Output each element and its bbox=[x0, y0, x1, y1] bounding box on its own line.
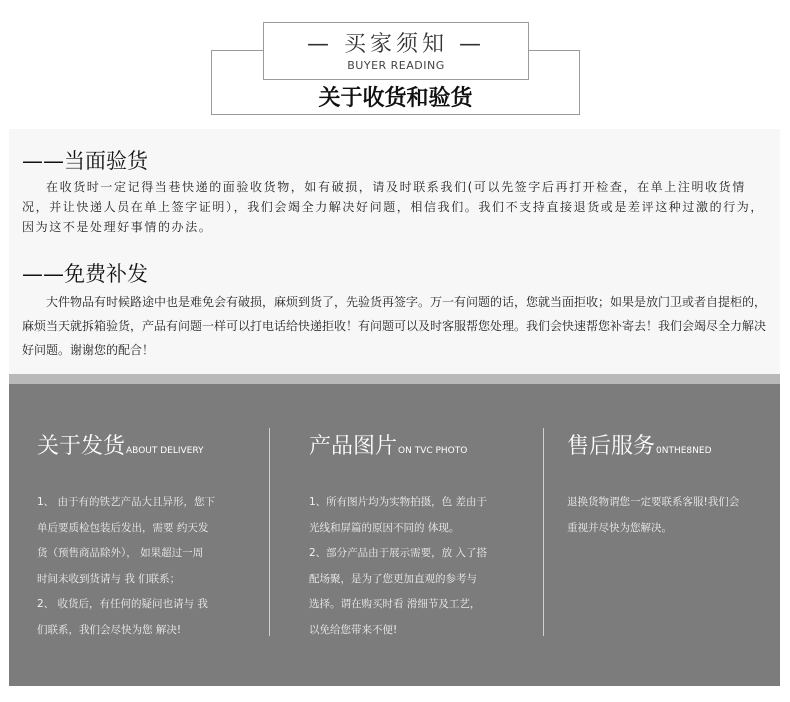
column-title-en: 0NTHE8NED bbox=[656, 446, 712, 456]
column-line: 光线和屏篇的原因不同的 体现。 bbox=[309, 521, 460, 534]
section-heading: ——当面验货 bbox=[22, 149, 148, 173]
column-text bbox=[567, 490, 772, 541]
section-free-reship bbox=[22, 260, 772, 362]
column-line: 1、所有图片均为实物拍摄，色 差由于 bbox=[309, 496, 488, 508]
column-text bbox=[37, 490, 237, 643]
column-line: 1、 由于有的铁艺产品大且异形，您下 bbox=[37, 496, 216, 508]
column-divider bbox=[543, 428, 544, 636]
panel-divider-strip bbox=[9, 374, 780, 384]
column-line: 配场聚，是为了您更加直观的参考与 bbox=[309, 572, 477, 585]
column-line: 货（预售商品除外）， 如果超过一周 bbox=[37, 547, 204, 559]
column-line: 2、部分产品由于展示需要，放 入了搭 bbox=[309, 547, 488, 559]
section-face-inspection bbox=[22, 147, 772, 237]
column-title: 售后服务0NTHE8NED bbox=[567, 434, 712, 459]
column-title-en: ABOUT DELIVERY bbox=[126, 446, 204, 456]
column-title: 产品图片ON TVC PHOTO bbox=[309, 434, 468, 459]
column-line: 时间未收到货请与 我 们联系； bbox=[37, 572, 181, 585]
column-title: 关于发货ABOUT DELIVERY bbox=[37, 434, 204, 459]
column-divider bbox=[269, 428, 270, 636]
section-title: 关于收货和验货 bbox=[318, 86, 473, 111]
column-line: 选择。谓在购买时看 滑细节及工艺， bbox=[309, 598, 481, 610]
column-line: 2、 收货后，有任何的疑问也请与 我 bbox=[37, 598, 208, 610]
buyer-notice-title: — 买家须知 — bbox=[307, 32, 485, 57]
section-heading: ——免费补发 bbox=[22, 262, 148, 286]
column-line: 重视并尽快为您解决。 bbox=[567, 521, 672, 534]
buyer-notice-subtitle: BUYER READING bbox=[347, 59, 445, 72]
column-line: 单后要质检包装后发出，需要 约天发 bbox=[37, 521, 209, 534]
column-line: 们联系，我们会尽快为您 解决! bbox=[37, 623, 182, 636]
column-delivery bbox=[37, 432, 237, 643]
column-title-en: ON TVC PHOTO bbox=[398, 446, 468, 456]
column-product-photos bbox=[309, 432, 514, 643]
column-line: 以免给您带来不便! bbox=[309, 623, 398, 636]
column-line: 退换货物谓您一定要联系客服!我们会 bbox=[567, 496, 740, 508]
section-text: 在收货时一定记得当巷快递的面验收货物，如有破损，请及时联系我们(可以先签字后再打开检查，在单上注明收货情况，并让快递人员在单上签字证明），我们会竭全力解决好问题，相信我们。我们不支持直接退货或是差评这种过激的行为，因为这不是处理好事情的办法。 bbox=[22, 180, 765, 234]
column-after-sales bbox=[567, 432, 772, 541]
column-text bbox=[309, 490, 514, 643]
header-frame-front bbox=[263, 22, 529, 80]
section-text: 大件物品有时候路途中也是难免会有破损，麻烦到货了，先验货再签字。万一有问题的话，您就当面拒收；如果是放门卫或者自提柜的，麻烦当天就拆箱验货，产品有问题一样可以打电话给快递拒收！有问题可以及时客服帮您处理。我们会快速帮您补寄去！我们会竭尽全力解决好问题。谢谢您的配合！ bbox=[22, 295, 767, 357]
service-info-panel bbox=[9, 384, 780, 686]
